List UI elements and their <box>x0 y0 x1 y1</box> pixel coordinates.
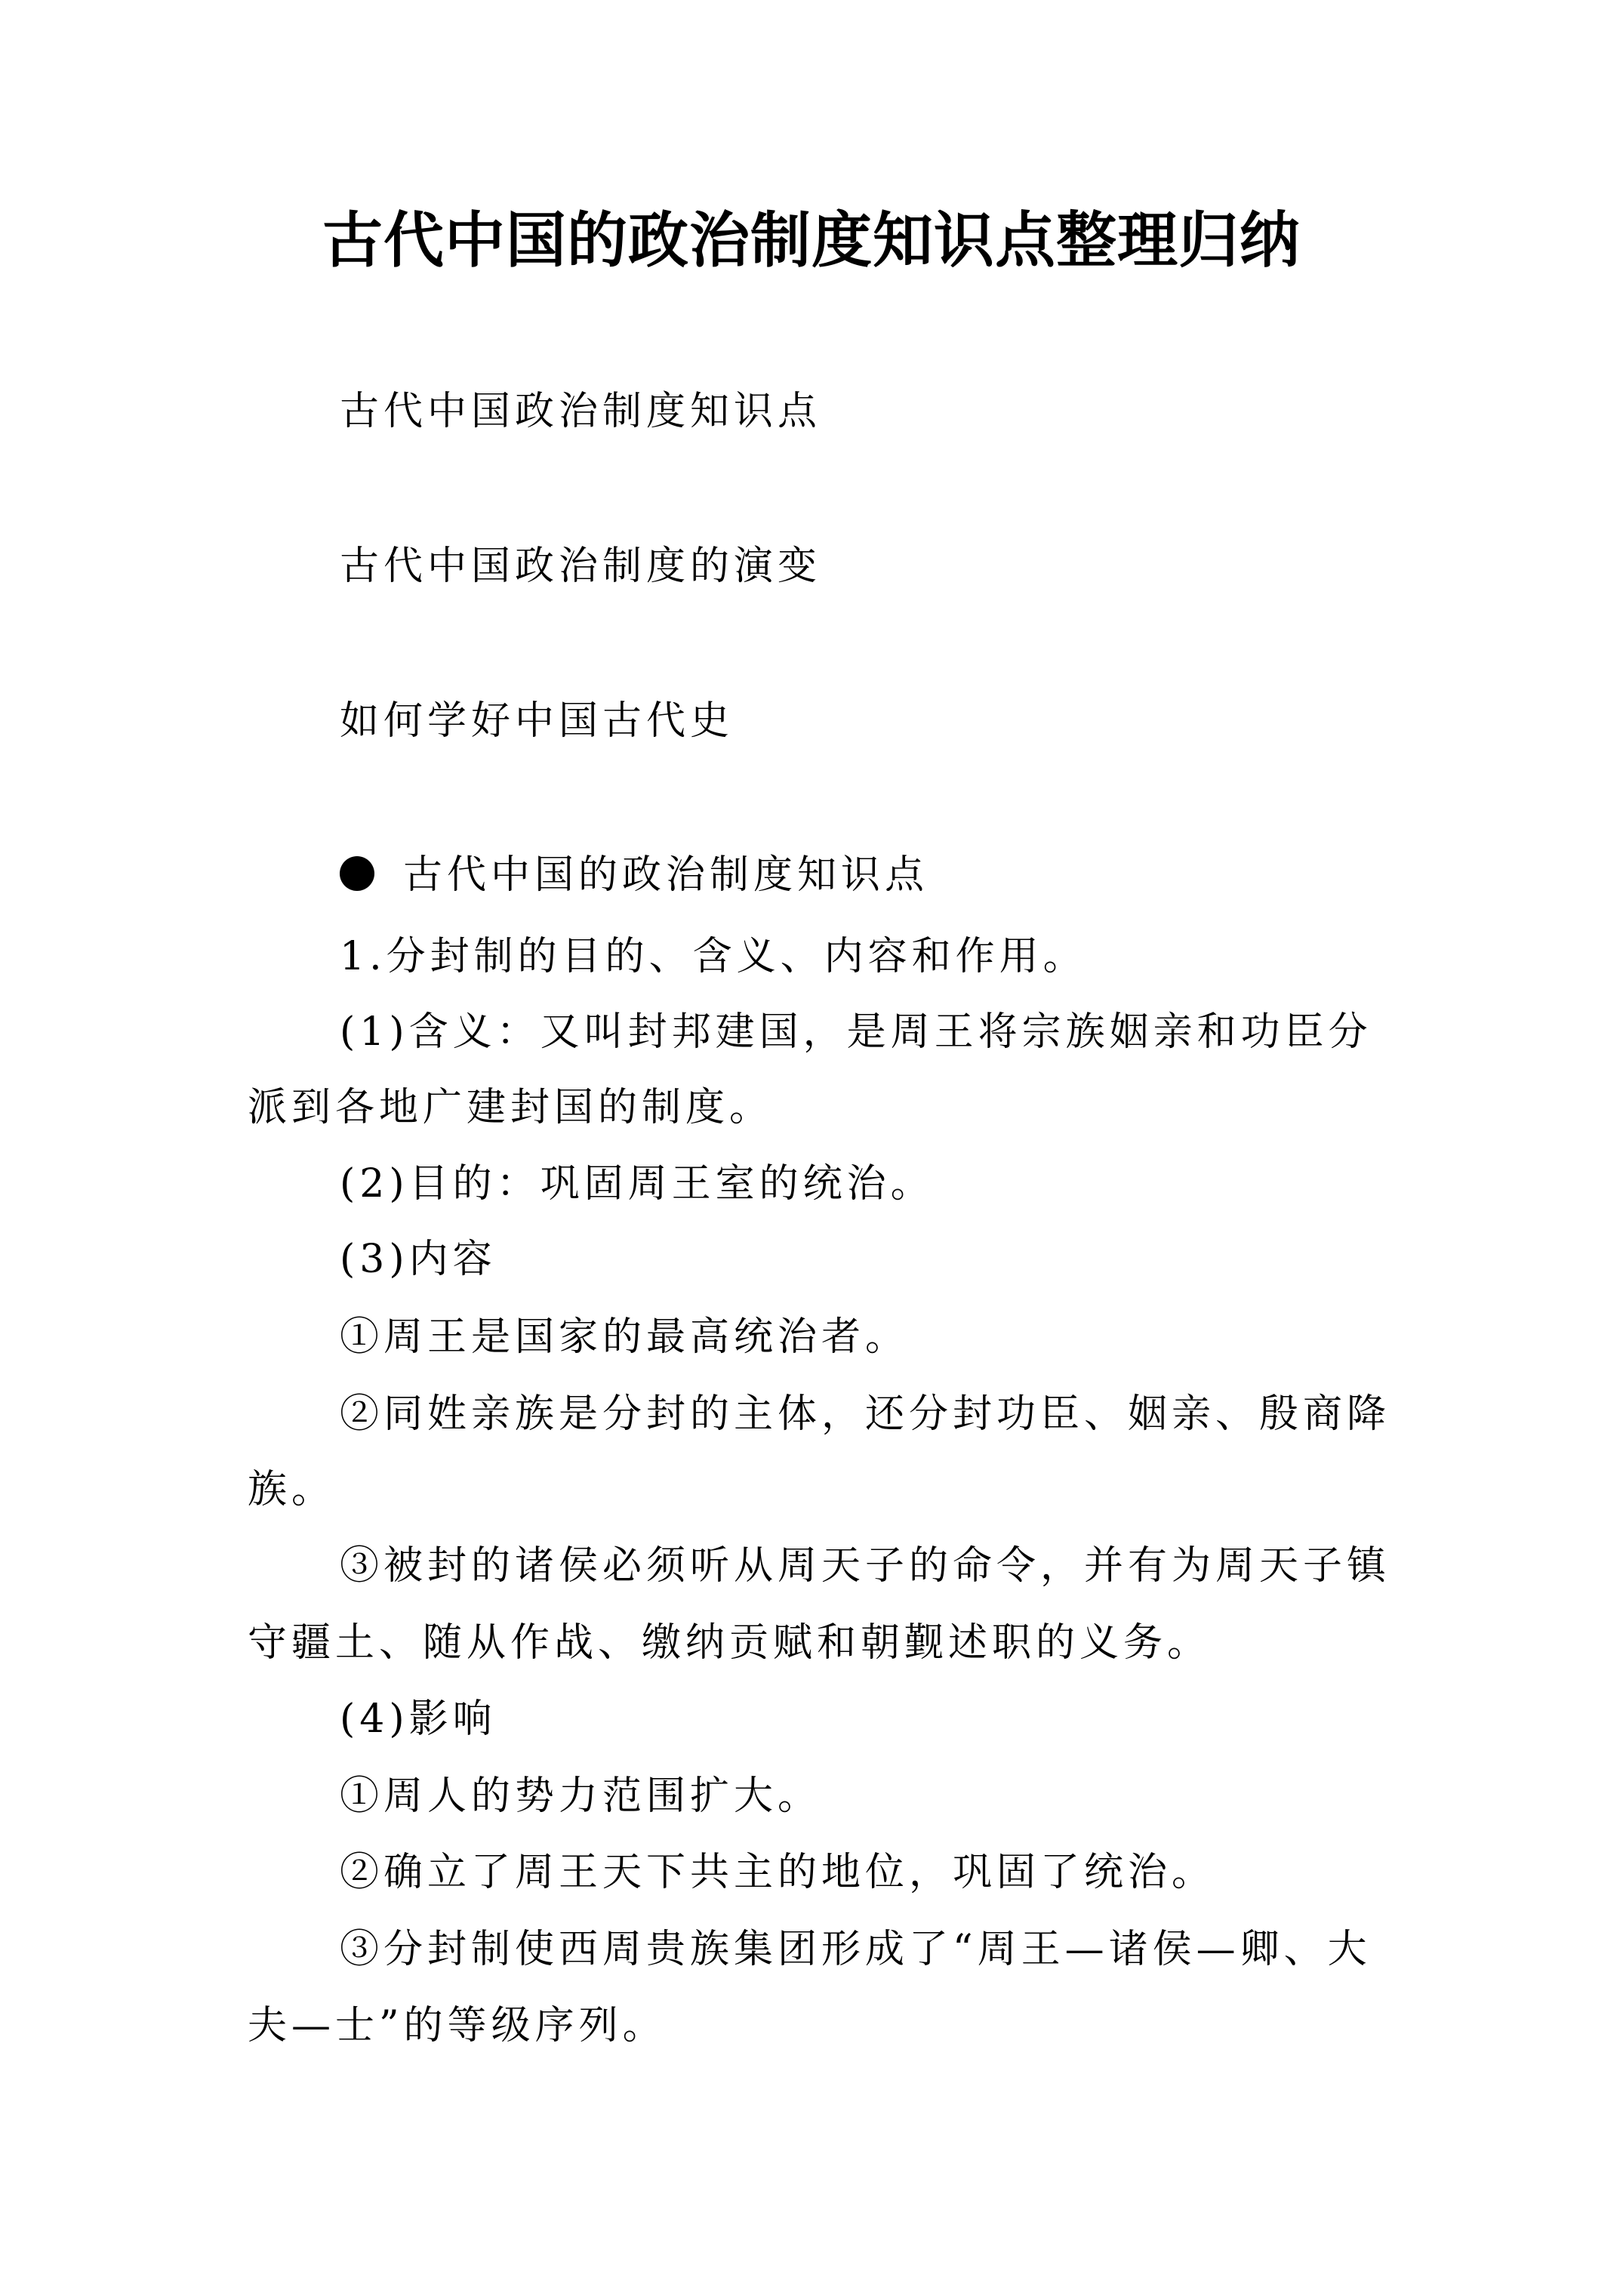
paragraph-line: (1)含义：又叫封邦建国，是周王将宗族姻亲和功臣分 <box>340 1009 1372 1055</box>
toc-item-3: 如何学好中国古代史 <box>340 698 735 744</box>
paragraph-line: ②同姓亲族是分封的主体，还分封功臣、姻亲、殷商降 <box>340 1391 1391 1437</box>
toc-item-1: 古代中国政治制度知识点 <box>340 389 822 434</box>
document-title: 古代中国的政治制度知识点整理归纳 <box>322 205 1301 276</box>
paragraph-line: 1.分封制的目的、含义、内容和作用。 <box>340 934 1087 979</box>
paragraph-line: 族。 <box>248 1467 336 1512</box>
paragraph-line: 派到各地广建封国的制度。 <box>248 1085 774 1130</box>
paragraph-line: ③被封的诸侯必须听从周天子的命令，并有为周天子镇 <box>340 1543 1391 1589</box>
paragraph-line: 夫—士”的等级序列。 <box>248 2003 667 2048</box>
paragraph-line: (3)内容 <box>340 1237 497 1282</box>
paragraph-line: (2)目的：巩固周王室的统治。 <box>340 1161 935 1207</box>
paragraph-line: ①周人的势力范围扩大。 <box>340 1774 822 1819</box>
paragraph-line: ②确立了周王天下共主的地位，巩固了统治。 <box>340 1850 1216 1895</box>
section-heading <box>340 849 929 901</box>
paragraph-line: 守疆土、随从作战、缴纳贡赋和朝觐述职的义务。 <box>248 1620 1212 1666</box>
section-heading-text: 古代中国的政治制度知识点 <box>403 852 929 898</box>
paragraph-line: ③分封制使西周贵族集团形成了“周王—诸侯—卿、大 <box>340 1927 1372 1972</box>
paragraph-line: ①周王是国家的最高统治者。 <box>340 1314 910 1360</box>
paragraph-line: (4)影响 <box>340 1697 497 1742</box>
toc-item-2: 古代中国政治制度的演变 <box>340 544 822 589</box>
bullet-icon <box>340 856 374 891</box>
